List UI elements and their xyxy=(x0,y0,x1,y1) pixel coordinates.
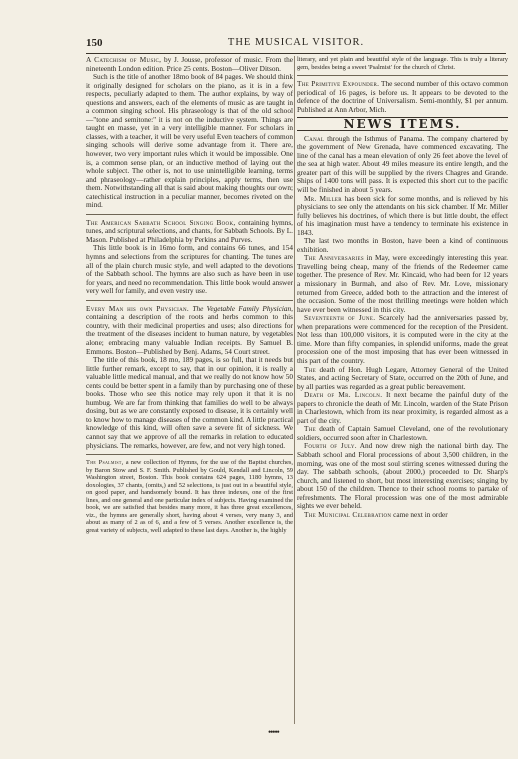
news-item-text: And now drew nigh the national birth day. The Sabbath school and Floral processions of about 3,500 children, in the morning, was one of the most soul stirring scenes witnessed during the day. The sabbath schools, (about 2000,) proceeded to Dr. Sharp's church, and listened to short, but most interesting exercises; singing by about 150 of the children. Thence to their school rooms to partake of refreshments. The Floral procession was one of the most admirable sights we ever beheld. xyxy=(297,441,508,511)
news-item xyxy=(297,366,508,392)
news-item xyxy=(297,195,508,238)
catechism-notice xyxy=(86,56,293,73)
section-rule xyxy=(86,300,293,301)
news-item-lead: The xyxy=(304,424,317,434)
news-item-text: Scarcely had the anniversaries passed by, when preparations were commenced for the reception of the President. Not less than 100,000 visitors, it is computed were in the city at the time. More than fifty companies, in splendid uniforms, made the great procession one of the most imposing that has ever been witnessed in this part of the country. xyxy=(297,313,508,365)
catechism-lead: by J. Jousse, professor of music. From the nineteenth London edition. Price 25 cents. Boston—Oliver Ditson. xyxy=(86,55,294,73)
news-item-lead: Canal xyxy=(304,133,325,143)
psalmist-body: a new collection of Hymns, for the use of the Baptist churches, by Baron Stow and S. F. Smith. Published by Gould, Kendall and Lincoln, 59 Washington street, Boston. This book contains 624 pages, 1180 hymns, 13 doxologies, 37 chants, (omits,) and 52 selections, is just out in a beautiful style, on good paper, and handsomely bound. It has three indexes, one of the first lines, and one general and one particular index of subjects. Having examined the book, we are satisfied that besides many more, it has three great excellences, viz., the hymns are generally short, having about 4 verses, very many 3, and about as many of 2 as of 6, and a few of 5 verses. Another excellence is, the great variety of subjects, well adapted to these last days. Another is, the highly xyxy=(86,459,293,534)
sabbath-notice xyxy=(86,219,293,245)
sabbath-heading: The American Sabbath School Singing Book, xyxy=(86,217,236,227)
news-item xyxy=(297,442,508,510)
news-items-heading: NEWS ITEMS. xyxy=(297,117,508,131)
news-item xyxy=(297,254,508,314)
news-item xyxy=(297,135,508,195)
physician-title: The Vegetable Family Physician, xyxy=(192,303,293,313)
page-ornament: ••••• xyxy=(268,727,279,737)
running-header xyxy=(86,37,506,51)
news-item-text: through the Isthmus of Panama. The company chartered by the government of New Grenada, have commenced excavating. The line of the canal has a mean elevation of only 26 feet above the level of the sea at high water. About 49 miles measure its entire length, and the greater part of this will be supplied by the rivers Chagres and Grande. Ships of 1400 tons will pass. It is expected this short cut to the pacific will be finished in about 5 years. xyxy=(297,133,509,195)
news-item-lead: The xyxy=(304,364,317,374)
news-item xyxy=(297,425,508,442)
news-item-lead: Mr. Miller xyxy=(304,193,342,203)
news-item-text: came next in order xyxy=(393,509,448,519)
right-column xyxy=(297,56,508,519)
news-item-text: It next became the painful duty of the papers to chronicle the death of Mr. Lincoln, warden of the State Prison in Charlestown, which from its near proximity, is regarded almost as a part of the city. xyxy=(297,390,509,425)
expounder-body: The second number of this octavo common periodical of 16 pages, is before us. It appears to be devoted to the defence of the doctrine of Universalism. Semi-monthly, $1 per annum. Published at Ann Arbor, Mich. xyxy=(297,79,509,114)
news-item-text: death of Captain Samuel Cleveland, one of the revolutionary soldiers, occurred soon after in Charlestown. xyxy=(297,424,508,442)
psalmist-notice xyxy=(86,459,293,534)
left-column xyxy=(86,56,293,534)
physician-heading: Every Man his own Physician. xyxy=(86,303,190,313)
news-item xyxy=(297,314,508,365)
news-item xyxy=(297,511,508,520)
news-item-text: The last two months in Boston, have been a kind of continuous exhibition. xyxy=(297,236,508,254)
news-item-lead: Death of Mr. Lincoln. xyxy=(304,390,383,400)
news-item-lead: Seventeenth of June. xyxy=(304,313,376,323)
news-list xyxy=(297,135,508,520)
physician-lead: containing a description of the roots and herbs common to this country, with their medicinal properties and uses; also directions for the treatment of the diseases incident to human nature, by vegetables alone; embracing many valuable Indian receipts. By Samuel B. Emmons. Boston—Published by Benj. Adams, 54 Court street. xyxy=(86,312,293,356)
section-rule xyxy=(297,75,508,76)
news-item-lead: The Municipal Celebration xyxy=(304,509,392,519)
news-item-text: death of Hon. Hugh Legare, Attorney General of the United States, and acting Secretary of State, occurred on the 20th of June, and by all parties was regarded as a great public bereavement. xyxy=(297,364,509,391)
expounder-heading: The Primitive Expounder. xyxy=(297,79,380,88)
catechism-heading: A Catechism of Music, xyxy=(86,55,162,64)
catechism-body: Such is the title of another 18mo book of 84 pages. We should think it originally designed for scholars on the piano, as it is in a few respects, peculiarly adapted to them. The author explains, by way of questions and answers, each of the elements of music as are taught in a common singing school. His phraseology is that of the old school—"tone and semitone:" it is not on the inductive system. Things are taught en masse, yet in a very intelligible manner. For scholars in classes, with a teacher, it will be very useful Even teachers of common singing schools will derive some advantage from it. There are, however, two very important rules which it would be impossible. One is, a common sense plan, or an inductive method of laying out the whole subject. The other is, not to use unintelligible learning, terms and phraseology—rather explain principles, apply terms, then use them. Notwithstanding all that is said about making thoughts our own; catechistical instruction in a peculiar manner, becomes riveted on the mind. xyxy=(86,72,293,210)
news-item-text: in May, were exceedingly interesting this year. Travelling being cheap, many of the friends of the Redeemer came together. The presence of Rev. Mr. Kincaid, who had been for 12 years a missionary in Burmah, and also of Rev. Mr. Love, missionary returned from Greece, added both to the attraction and the interest of the occasion. Some of the most thrilling meetings were holden which have ever been witnessed in this city. xyxy=(297,253,508,314)
sabbath-lead: containing hymns, tunes, and scriptural selections, and chants, for Sabbath Schools. By L. Mason. Published at Philadelphia by Perkins and Purves. xyxy=(86,217,293,244)
news-item-lead: Fourth of July. xyxy=(304,441,357,451)
news-item xyxy=(297,237,508,254)
news-item-text: has been sick for some months, and is relieved by his physicians to see only the attendants on his sick chamber. If Mr. Miller fully believes his doctrines, of which there is but little doubt, the effect of his imagination must have a tendency to terminate his existence in 1843. xyxy=(297,193,509,237)
news-item-lead: The Anniversaries xyxy=(304,253,364,263)
news-item xyxy=(297,391,508,425)
physician-notice xyxy=(86,305,293,356)
section-rule xyxy=(86,214,293,215)
page-number: 150 xyxy=(86,37,103,49)
psalmist-continuation: literary, and yet plain and beautiful style of the language. This is truly a literary gem, besides being a sweet 'Psalmist' for the church of Christ. xyxy=(297,56,508,71)
sabbath-body: This little book is in 16mo form, and contains 66 tunes, and 154 hymns and selections from the scriptures for chanting. The tunes are all of the plain church music style, and well adapted to the devotions of the Sabbath school. The hymns are also such as have been in use for years, and need no recommendation. This little book would answer very well for family, and even vestry use. xyxy=(86,243,293,296)
psalmist-heading: The Psalmist, xyxy=(86,459,124,467)
column-divider xyxy=(294,56,295,724)
expounder-notice xyxy=(297,80,508,114)
journal-title: THE MUSICAL VISITOR. xyxy=(227,37,365,48)
section-rule xyxy=(86,454,293,455)
physician-body: The title of this book, 18 mo, 189 pages, is so full, that it needs but little further remark, except to say, that in our opinion, it is really a valuable little medical manual, and that we really do not know how 50 cents could be better spent in a family than by purchasing one of these books. Those who see this notice may rely upon it that it is no humbug. We are far from thinking that families do well to be always dosing, but as we are constantly exposed to disease, it is certainly well to know how to manage diseases of the common kind. A little practical knowledge of this kind, will often save a severe fit of sickness. We cannot say that we approve of all the remarks in relation to educated physicians. The remarks, however, are few, and not very high toned. xyxy=(86,355,293,450)
header-rule xyxy=(86,53,506,54)
